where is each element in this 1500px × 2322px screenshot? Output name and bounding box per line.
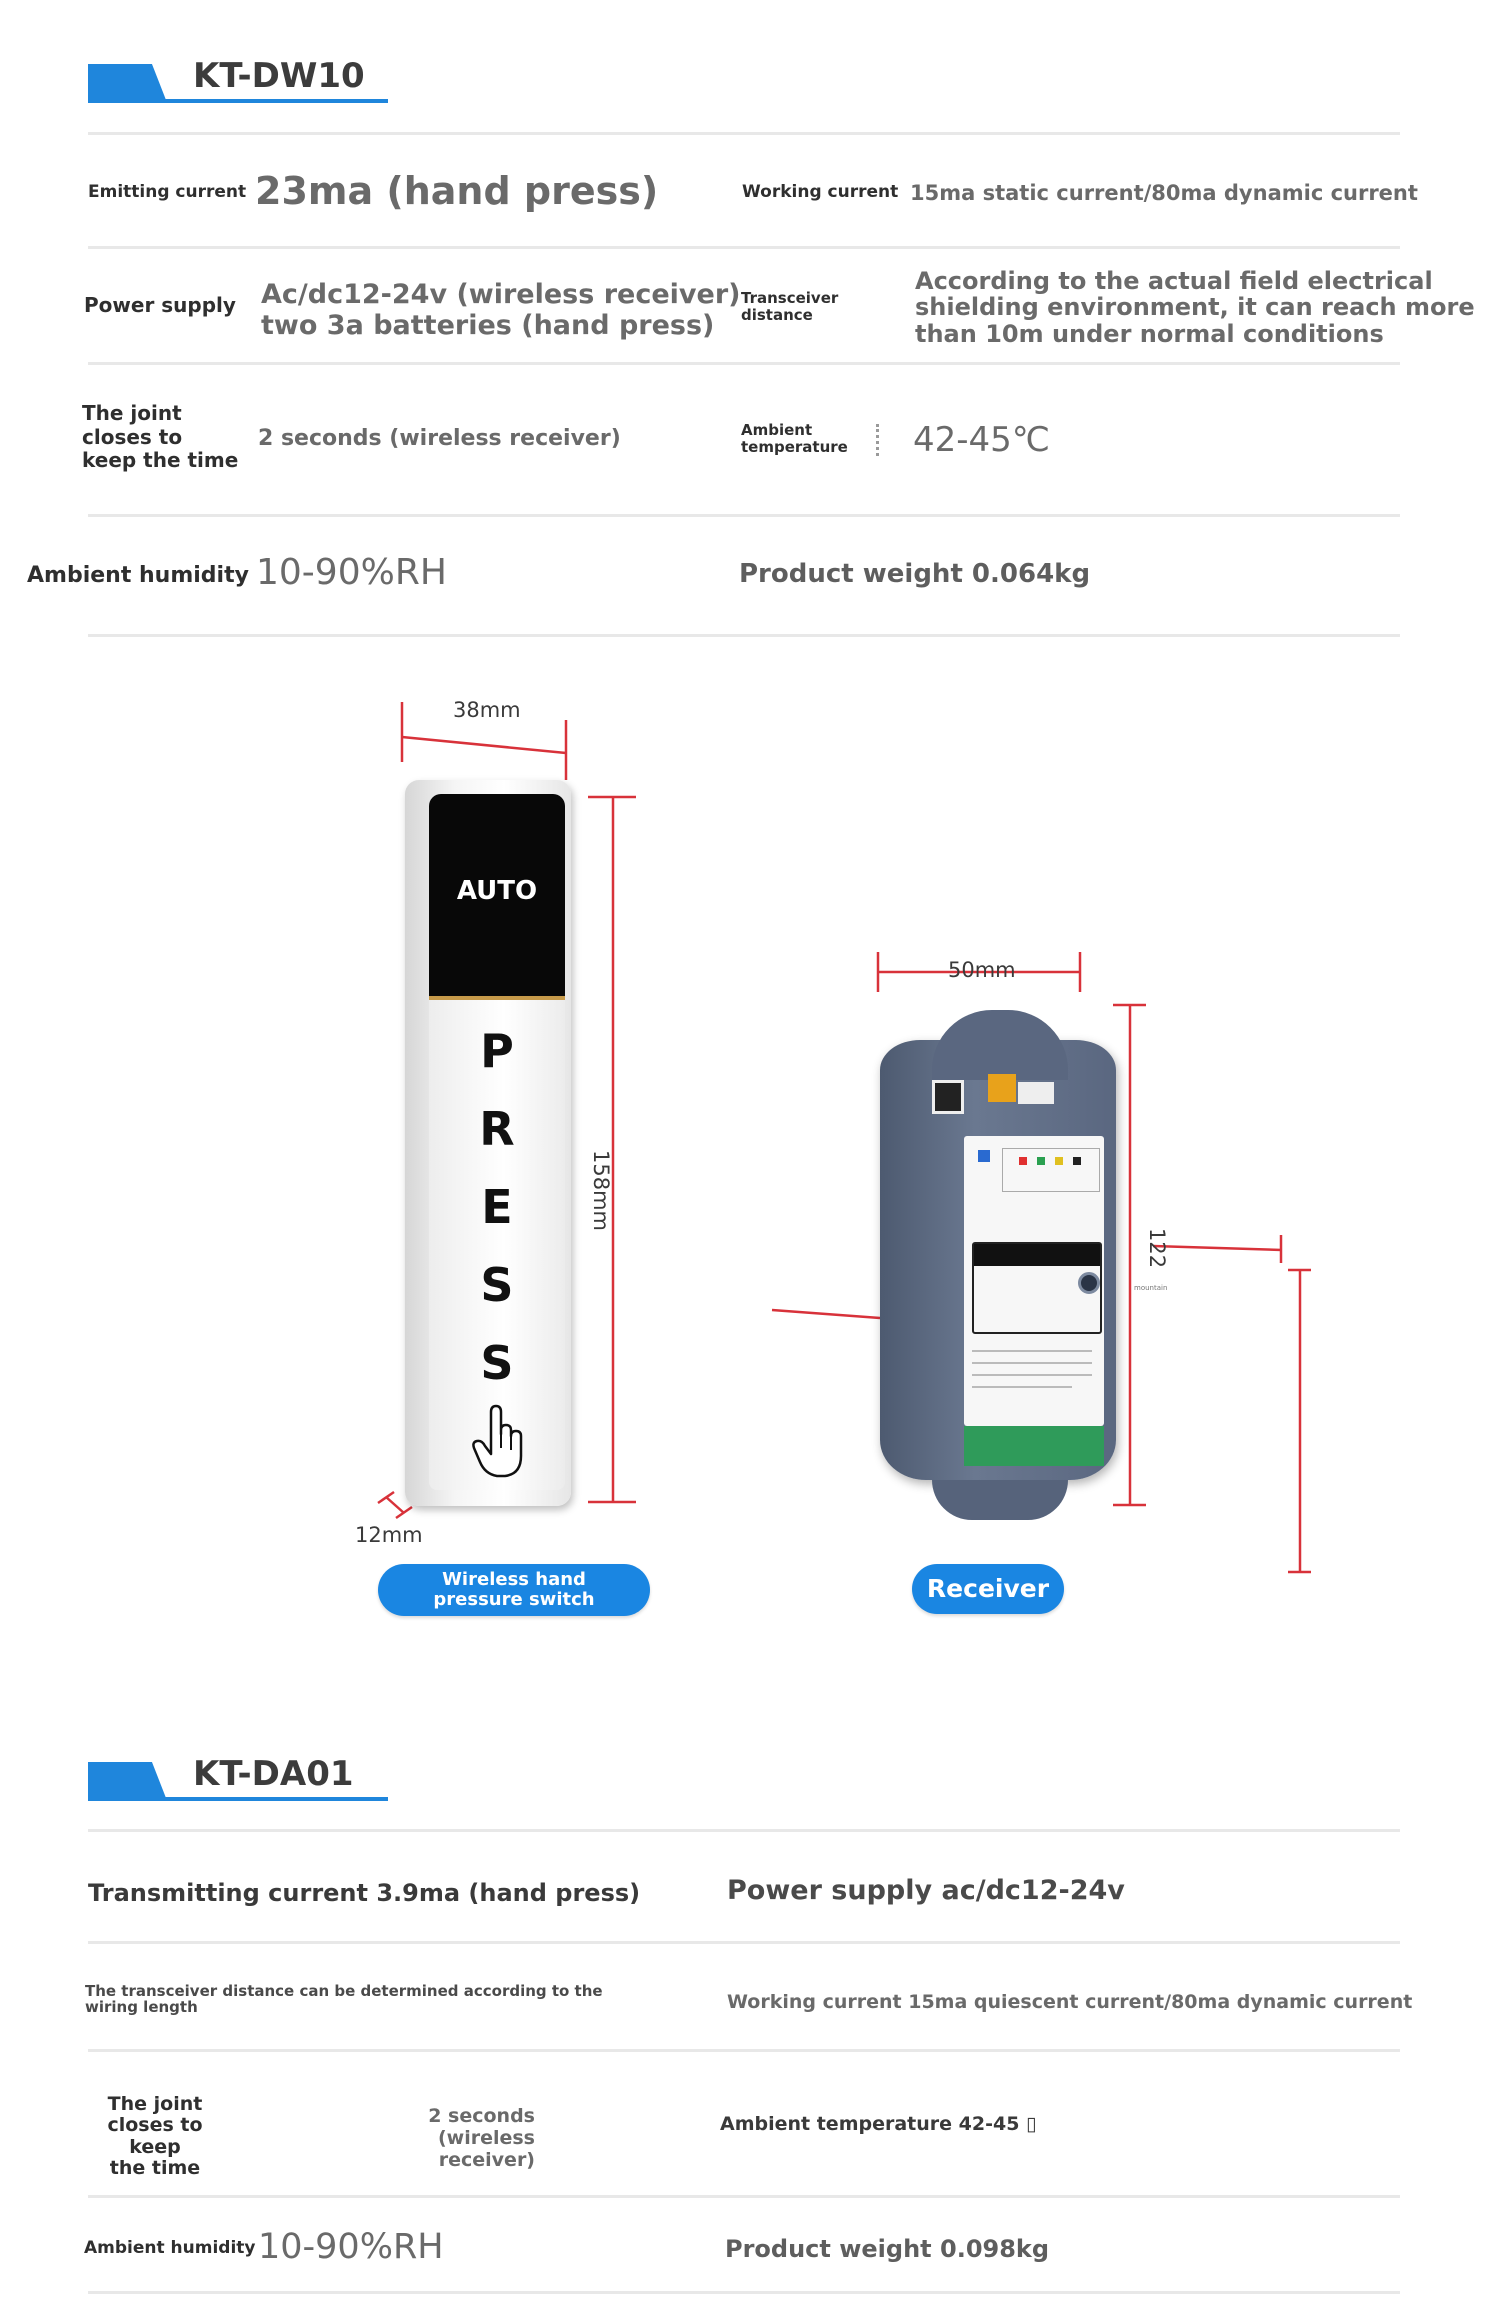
joint-value-line-2: receiver) <box>438 2148 535 2171</box>
wireless-switch-device <box>405 780 571 1506</box>
product-weight: Product weight 0.098kg <box>725 2235 1050 2263</box>
receiver-led-icon <box>978 1150 990 1162</box>
joint-label-line-1: The joint <box>82 401 182 425</box>
switch-badge-line-2: pressure switch <box>433 1589 595 1610</box>
working-current-label: Working current <box>742 182 899 202</box>
transceiver-line-2: wiring length <box>85 1997 198 2016</box>
switch-press-letters <box>429 1012 565 1402</box>
dim-depth-switch: 12mm <box>355 1523 423 1547</box>
power-supply-line-1: Ac/dc12-24v (wireless receiver) <box>261 279 741 310</box>
transmitting-current: Transmitting current 3.9ma (hand press) <box>88 1879 641 1907</box>
receiver-connector <box>1018 1082 1054 1104</box>
divider <box>88 2049 1400 2052</box>
ambient-temperature-value: 42-45℃ <box>913 420 1050 460</box>
switch-auto-text: AUTO <box>456 876 538 906</box>
dim-height-switch: 158mm <box>589 1150 613 1231</box>
divider <box>88 2195 1400 2198</box>
dim-height-receiver: 122 <box>1145 1228 1169 1269</box>
joint-label-line-3: the time <box>109 2156 201 2179</box>
joint-closes-label <box>84 2094 226 2179</box>
product-weight: Product weight 0.064kg <box>739 559 1091 589</box>
receiver-dip-table <box>1002 1148 1100 1192</box>
power-supply-label: Power supply <box>84 293 236 317</box>
receiver-terminal <box>932 1080 964 1114</box>
section-title: KT-DA01 <box>193 1754 354 1794</box>
receiver-knob <box>1078 1272 1100 1294</box>
header-accent-block <box>88 1762 166 1798</box>
transceiver-line-2: shielding environment, it can reach more <box>915 293 1475 322</box>
wireless-switch-badge <box>378 1564 650 1616</box>
transceiver-distance <box>85 1984 603 2016</box>
emitting-current-label: Emitting current <box>88 182 247 202</box>
hand-pointer-icon <box>471 1404 527 1480</box>
emitting-current-value: 23ma (hand press) <box>255 169 659 213</box>
receiver-bottom-ear <box>932 1480 1068 1520</box>
humidity-label: Ambient humidity <box>84 2238 256 2258</box>
dim-width-receiver: 50mm <box>948 958 1016 982</box>
divider <box>88 1829 1400 1832</box>
joint-label-line-1: The joint <box>107 2093 203 2115</box>
working-current: Working current 15ma quiescent current/80ma dynamic current <box>727 1991 1413 2013</box>
dim-width-switch: 38mm <box>453 698 521 722</box>
transceiver-label-line-1: Transceiver <box>741 289 839 307</box>
receiver-badge: Receiver <box>912 1564 1064 1614</box>
letter-s: S <box>480 1336 514 1390</box>
humidity-value: 10-90%RH <box>258 2227 444 2267</box>
switch-black-panel <box>429 794 565 998</box>
power-supply: Power supply ac/dc12-24v <box>727 1875 1125 1906</box>
switch-badge-line-1: Wireless hand <box>442 1569 586 1590</box>
receiver-side-text: mountain <box>1134 1284 1168 1292</box>
joint-closes-value: 2 seconds (wireless receiver) <box>258 426 621 451</box>
header-underline <box>88 1797 388 1801</box>
transceiver-line-1: According to the actual field electrical <box>915 267 1433 295</box>
ambient-temp-label-line-1: Ambient <box>741 421 813 439</box>
power-supply-line-2: two 3a batteries (hand press) <box>261 310 715 342</box>
joint-label-line-2: closes to <box>82 424 183 449</box>
letter-s: S <box>480 1258 514 1312</box>
divider <box>88 2291 1400 2294</box>
transceiver-line-3: than 10m under normal conditions <box>915 319 1384 348</box>
ambient-temperature: Ambient temperature 42-45 ▯ <box>720 2113 1037 2135</box>
transceiver-line-1: The transceiver distance can be determined according to the <box>85 1982 603 2000</box>
section-title: KT-DW10 <box>193 56 365 96</box>
receiver-jumper <box>988 1074 1016 1102</box>
joint-label-line-3: keep the time <box>82 448 239 473</box>
transceiver-label-line-2: distance <box>741 305 813 324</box>
letter-e: E <box>481 1180 513 1234</box>
humidity-value: 10-90%RH <box>256 552 447 593</box>
working-current-value: 15ma static current/80ma dynamic current <box>910 181 1418 205</box>
ambient-temp-label-line-2: temperature <box>741 437 848 456</box>
divider <box>88 1941 1400 1944</box>
letter-p: P <box>480 1024 514 1078</box>
joint-label-line-2: closes to keep <box>107 2114 203 2158</box>
receiver-green-terminal <box>964 1426 1104 1466</box>
receiver-device <box>880 1010 1116 1510</box>
joint-closes-value <box>330 2106 535 2172</box>
letter-r: R <box>479 1102 515 1156</box>
joint-value-line-1: 2 seconds (wireless <box>428 2105 535 2149</box>
receiver-top-ear <box>932 1010 1068 1080</box>
humidity-label: Ambient humidity <box>27 563 249 588</box>
switch-white-panel <box>429 1000 565 1490</box>
